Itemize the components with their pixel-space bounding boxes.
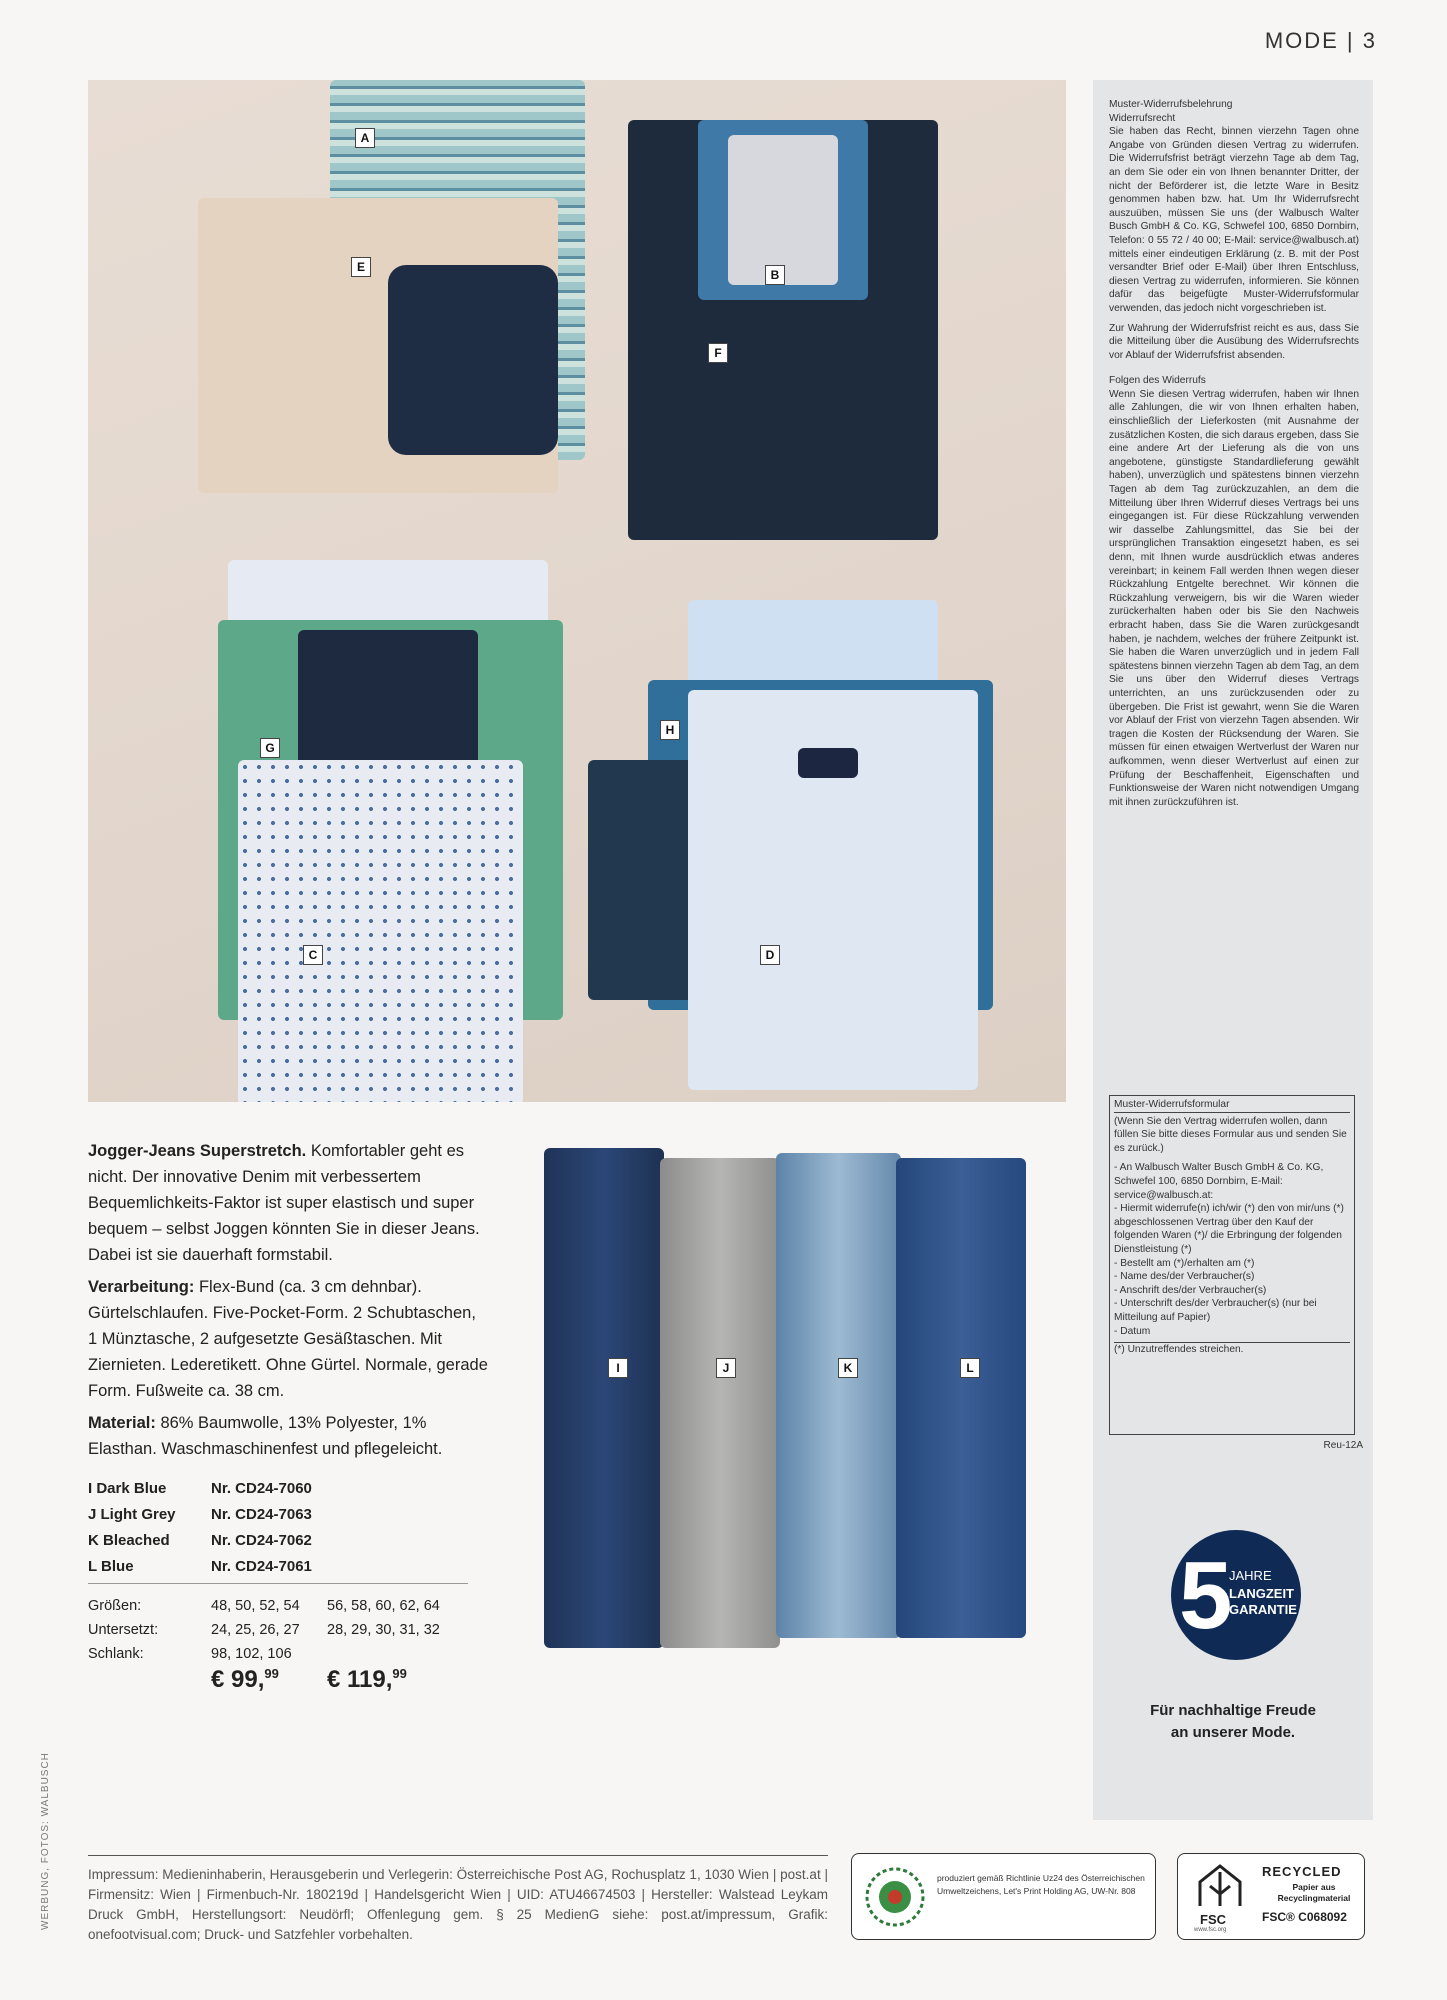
label-g: G — [260, 738, 280, 758]
price-regular — [211, 1666, 279, 1694]
price-cents: 99 — [392, 1666, 407, 1681]
fsc-text: FSC — [1200, 1912, 1226, 1927]
processing-paragraph — [88, 1274, 488, 1404]
bleached-jeans-image — [776, 1153, 901, 1638]
product-title: Jogger-Jeans Superstretch. — [88, 1142, 307, 1160]
shirts-photo — [88, 80, 1066, 1102]
variant-row — [88, 1476, 488, 1502]
price-main: € 99, — [211, 1666, 265, 1693]
material-text: 86% Baumwolle, 13% Polyester, 1% Elasthan. Waschmaschinenfest und pflegeleicht. — [88, 1414, 443, 1458]
light-blue-shirt-top-image — [688, 600, 938, 690]
variant-number: Nr. CD24-7060 — [211, 1480, 312, 1497]
form-line-3: - Bestellt am (*)/erhalten am (*) — [1114, 1257, 1255, 1269]
form-line-7: - Datum — [1114, 1325, 1151, 1337]
legal-p1: Sie haben das Recht, binnen vierzehn Tagen ohne Angabe von Gründen diesen Vertrag zu widerrufen. Die Widerrufsfrist beträgt vierzehn Tage ab dem Tag, an dem Sie oder ein von Ihnen benannter Dritter, der nicht der Beförderer ist, die letzte Ware in Besitz genommen haben bzw. hat. Um Ihr Widerrufsrecht auszuüben, müssen Sie uns (der Walbusch Walter Busch GmbH & Co. KG, Schwefel 100, 6850 Dornbirn, Telefon: 0 55 72 / 40 00; E-Mail: service@walbusch.at) mittels einer eindeutigen Erklärung (z. B. mit der Post versandter Brief oder E-Mail) über Ihren Entschluss, diesen Vertrag zu widerrufen, informieren. Sie können dafür das beigefügte Muster-Widerrufsformular verwenden, das jedoch nicht vorgeschrieben ist. — [1109, 126, 1359, 314]
badge-number: 5 — [1179, 1542, 1233, 1649]
floral-shirt-collar — [728, 135, 838, 285]
label-a: A — [355, 128, 375, 148]
label-e: E — [351, 257, 371, 277]
guarantee-badge — [1171, 1530, 1301, 1660]
beige-pullover-collar — [388, 265, 558, 455]
form-intro: (Wenn Sie den Vertrag widerrufen wollen, dann füllen Sie bitte dieses Formular aus und senden Sie es zurück.) — [1114, 1115, 1347, 1154]
slogan-line-1: Für nachhaltige Freude — [1150, 1702, 1316, 1719]
product-intro: Komfortabler geht es nicht. Der innovative Denim mit verbessertem Bequemlichkeits-Faktor ist super elastisch und super bequem – selbst Joggen könnten Sie in dieser Jeans. Dabei ist sie dauerhaft formstabil. — [88, 1142, 480, 1264]
badge-years: JAHRE — [1229, 1568, 1272, 1583]
legal-p3: Wenn Sie diesen Vertrag widerrufen, haben wir Ihnen alle Zahlungen, die wir von Ihnen erhalten haben, einschließlich der Lieferkosten (mit Ausnahme der zusätzlichen Kosten, die sich daraus ergeben, dass Sie eine andere Art der Lieferung als die von uns angebotene, günstigste Standardlieferung gewählt haben), unverzüglich und spätestens binnen vierzehn Tagen ab dem Tag zurückzuzahlen, an dem die Mitteilung über Ihren Widerruf dieses Vertrags bei uns eingegangen ist. Für diese Rückzahlung verwenden wir dasselbe Zahlungsmittel, das Sie bei der ursprünglichen Transaktion eingesetzt haben, es sei denn, mit Ihnen wurde ausdrücklich etwas anderes vereinbart; in keinem Fall werden Ihnen wegen dieser Rückzahlung Entgelte berechnet. Wir können die Rückzahlung verweigern, bis wir die Waren wieder zurückerhalten haben oder bis Sie den Nachweis erbracht haben, dass Sie die Waren zurückgesandt haben, je nachdem, welches der frühere Zeitpunkt ist. Sie haben die Waren unverzüglich und in jedem Fall spätestens binnen vierzehn Tagen ab dem Tag, an dem Sie uns über den Widerruf dieses Vertrags unterrichten, an uns zurückzusenden oder zu übergeben. Die Frist ist gewahrt, wenn Sie die Waren vor Ablauf der Frist von vierzehn Tagen absenden. Wir tragen die Kosten der Rücksendung der Waren. Sie müssen für einen etwaigen Wertverlust der Waren nur aufkommen, wenn dieser Wertverlust auf einen zur Prüfung der Beschaffenheit, Eigenschaften und Funktionsweise der Waren nicht notwendigen Umgang mit ihnen zurückzuführen ist. — [1109, 388, 1359, 808]
price-cents: 99 — [264, 1666, 279, 1681]
form-line-2: - Hiermit widerrufe(n) ich/wir (*) den von mir/uns (*) abgeschlossenen Vertrag über den Kauf der folgenden Waren (*)/ die Erbringung der folgenden Dienstleistung (*) — [1114, 1203, 1344, 1255]
label-b: B — [765, 265, 785, 285]
variant-list — [88, 1476, 488, 1580]
blue-jeans-image — [896, 1158, 1026, 1638]
form-line-4: - Name des/der Verbraucher(s) — [1114, 1271, 1255, 1283]
processing-label: Verarbeitung: — [88, 1278, 195, 1296]
form-line-8: (*) Unzutreffendes streichen. — [1114, 1342, 1350, 1357]
form-line-1: - An Walbusch Walter Busch GmbH & Co. KG, Schwefel 100, 6850 Dornbirn, E-Mail: service@walbusch.at: — [1114, 1162, 1324, 1201]
size-label: Untersetzt: — [88, 1622, 159, 1638]
patterned-shirt-c-image — [238, 760, 523, 1102]
label-f: F — [708, 343, 728, 363]
size-values: 28, 29, 30, 31, 32 — [327, 1622, 440, 1638]
label-c: C — [303, 945, 323, 965]
variant-row — [88, 1554, 488, 1580]
label-k: K — [838, 1358, 858, 1378]
price-large — [327, 1666, 407, 1694]
impressum: Impressum: Medieninhaberin, Herausgeberin und Verlegerin: Österreichische Post AG, Rochusplatz 1, 1030 Wien | post.at | Firmensitz: Wien | Firmenbuch-Nr. 180219d | Handelsgericht Wien | UID: ATU46674503 | Hersteller: Walstead Leykam Druck GmbH, Herstellungsort: Neudörfl; Offenlegung gem. § 25 MedienG siehe: post.at/impressum, Grafik: onefootvisual.com; Druck- und Satzfehler vorbehalten. — [88, 1867, 828, 1942]
fsc-label — [1177, 1853, 1365, 1940]
badge-guarantee — [1229, 1586, 1297, 1618]
eco-label-icon — [862, 1864, 928, 1930]
label-l: L — [960, 1358, 980, 1378]
legal-p2: Zur Wahrung der Widerrufsfrist reicht es aus, dass Sie die Mitteilung über die Ausübung des Widerrufsrechts vor Ablauf der Widerrufsfrist absenden. — [1109, 322, 1359, 361]
slogan — [1093, 1700, 1373, 1744]
footer-divider — [88, 1855, 828, 1856]
legal-title: Muster-Widerrufsbelehrung — [1109, 99, 1233, 110]
eco-label — [851, 1853, 1156, 1940]
variant-name: K Bleached — [88, 1532, 170, 1549]
legal-sub: Widerrufsrecht — [1109, 112, 1176, 124]
size-row — [88, 1594, 488, 1618]
recycled-label: RECYCLED — [1262, 1864, 1342, 1879]
form-line-5: - Anschrift des/der Verbraucher(s) — [1114, 1284, 1267, 1296]
legal-sub2: Folgen des Widerrufs — [1109, 375, 1206, 387]
variant-name: L Blue — [88, 1558, 134, 1575]
badge-line-2: GARANTIE — [1229, 1602, 1297, 1617]
form-title: Muster-Widerrufsformular — [1114, 1098, 1350, 1113]
shirt-label — [798, 748, 858, 778]
legal-sidebar — [1093, 80, 1373, 1820]
material-label: Material: — [88, 1414, 156, 1432]
withdrawal-form — [1109, 1095, 1355, 1435]
form-line-6: - Unterschrift des/der Verbraucher(s) (nur bei Mitteilung auf Papier) — [1114, 1298, 1317, 1323]
size-label: Größen: — [88, 1598, 142, 1614]
label-j: J — [716, 1358, 736, 1378]
light-grey-jeans-image — [660, 1158, 780, 1648]
size-values: 48, 50, 52, 54 — [211, 1598, 300, 1614]
form-code: Reu-12A — [1323, 1440, 1363, 1451]
divider — [88, 1583, 468, 1584]
variant-name: J Light Grey — [88, 1506, 176, 1523]
size-table — [88, 1594, 488, 1666]
product-description — [88, 1138, 488, 1462]
product-intro-paragraph — [88, 1138, 488, 1268]
size-values: 98, 102, 106 — [211, 1646, 292, 1662]
dark-blue-jeans-image — [544, 1148, 664, 1648]
label-h: H — [660, 720, 680, 740]
fsc-code: FSC® C068092 — [1262, 1910, 1347, 1924]
processing-text: Flex-Bund (ca. 3 cm dehnbar). Gürtelschlaufen. Five-Pocket-Form. 2 Schubtaschen, 1 Münztasche, 2 aufgesetzte Gesäßtaschen. Mit Ziernieten. Lederetikett. Ohne Gürtel. Normale, gerade Form. Fußweite ca. 38 cm. — [88, 1278, 488, 1400]
withdrawal-notice — [1109, 98, 1359, 815]
variant-number: Nr. CD24-7061 — [211, 1558, 312, 1575]
label-d: D — [760, 945, 780, 965]
variant-name: I Dark Blue — [88, 1480, 167, 1497]
variant-row — [88, 1528, 488, 1554]
green-pullover-collar — [298, 630, 478, 770]
slogan-line-2: an unserer Mode. — [1170, 1724, 1296, 1741]
size-row — [88, 1642, 488, 1666]
label-i: I — [608, 1358, 628, 1378]
recycled-paper-text: Papier aus Recyclingmaterial — [1277, 1882, 1351, 1903]
jeans-photo — [536, 1138, 1038, 1658]
size-label: Schlank: — [88, 1646, 144, 1662]
fsc-tree-icon — [1190, 1862, 1250, 1912]
size-values: 56, 58, 60, 62, 64 — [327, 1598, 440, 1614]
variant-number: Nr. CD24-7062 — [211, 1532, 312, 1549]
size-row — [88, 1618, 488, 1642]
material-paragraph — [88, 1410, 488, 1462]
page-label: MODE | 3 — [1264, 28, 1377, 53]
price-main: € 119, — [327, 1666, 393, 1693]
eco-label-text: produziert gemäß Richtlinie Uz24 des Österreichischen Umweltzeichens, Let's Print Holding AG, UW-Nr. 808 — [937, 1873, 1145, 1896]
size-values: 24, 25, 26, 27 — [211, 1622, 300, 1638]
badge-line-1: LANGZEIT — [1229, 1586, 1294, 1601]
fsc-url: www.fsc.org — [1194, 1927, 1227, 1933]
variant-number: Nr. CD24-7063 — [211, 1506, 312, 1523]
variant-row — [88, 1502, 488, 1528]
photo-credit: WERBUNG, FOTOS: WALBUSCH — [40, 1752, 51, 1930]
